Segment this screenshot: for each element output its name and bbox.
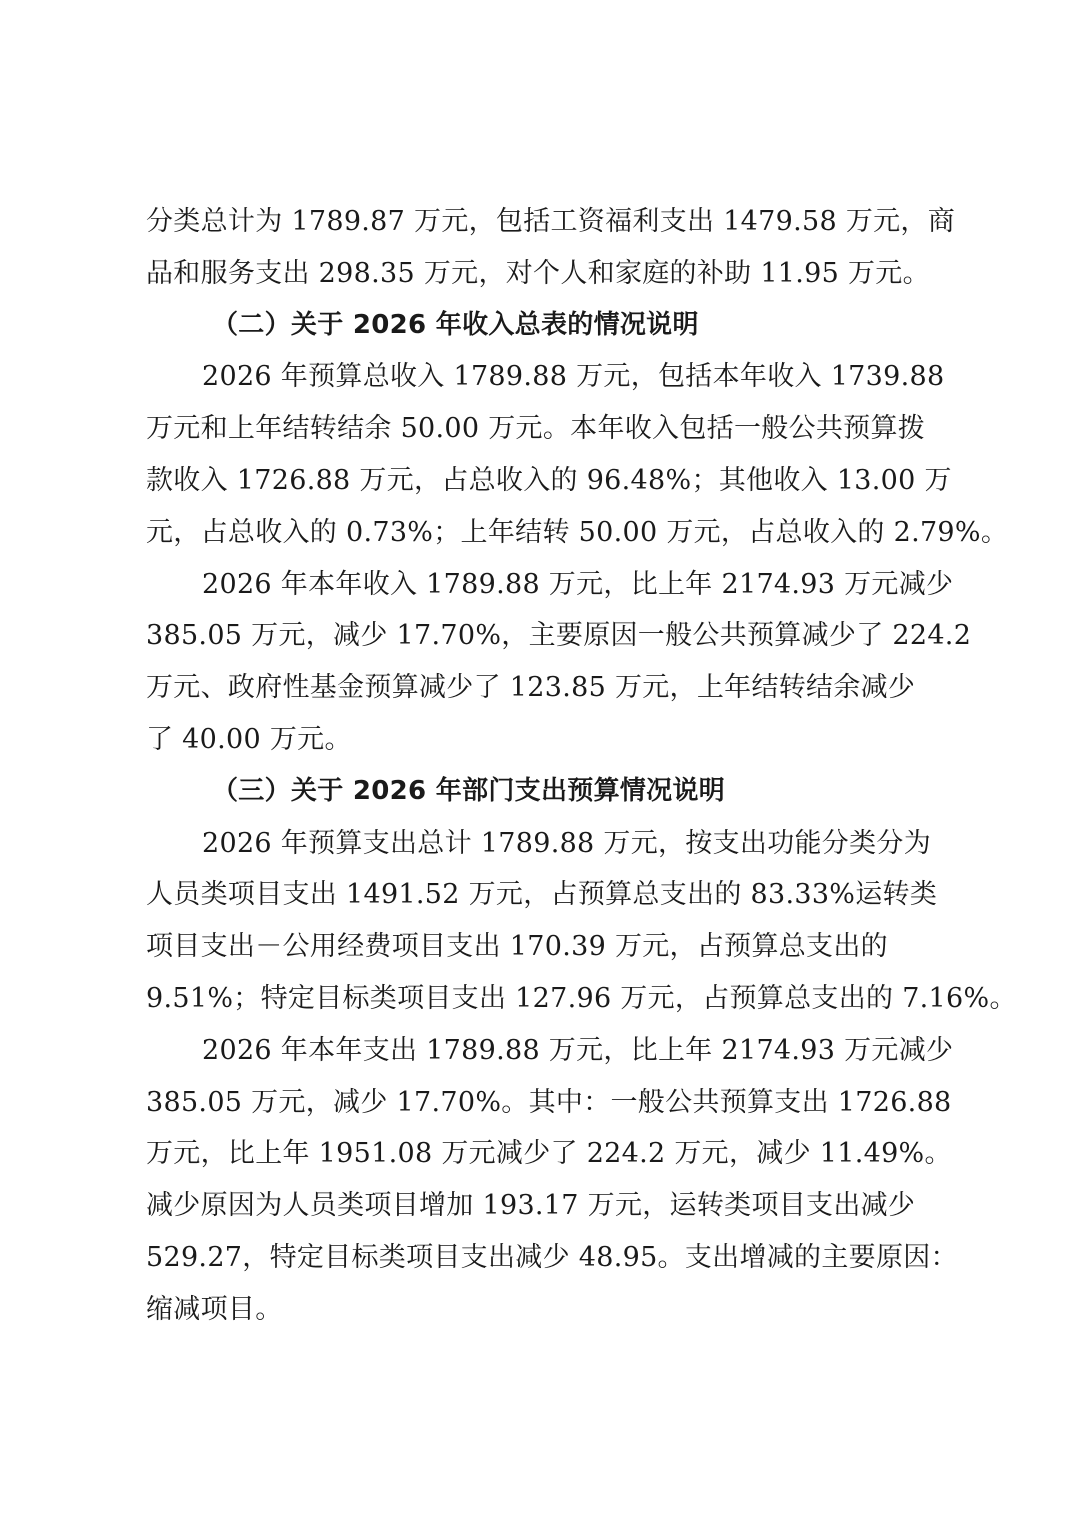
body-line: 9.51%；特定目标类项目支出 127.96 万元，占预算总支出的 7.16%。 [146, 982, 1017, 1014]
body-line: 分类总计为 1789.87 万元，包括工资福利支出 1479.58 万元，商 [146, 206, 956, 237]
section-heading-income: （二）关于 2026 年收入总表的情况说明 [212, 309, 699, 340]
body-line: 385.05 万元，减少 17.70%，主要原因一般公共预算减少了 224.2 [146, 620, 972, 652]
body-line: 人员类项目支出 1491.52 万元，占预算总支出的 83.33%运转类 [146, 879, 938, 911]
body-line: 款收入 1726.88 万元，占总收入的 96.48%；其他收入 13.00 万 [146, 464, 952, 496]
section-heading-expenditure: （三）关于 2026 年部门支出预算情况说明 [212, 775, 726, 806]
body-line: 529.27，特定目标类项目支出减少 48.95。支出增减的主要原因： [146, 1241, 958, 1273]
body-line: 品和服务支出 298.35 万元，对个人和家庭的补助 11.95 万元。 [146, 257, 930, 289]
paragraph-first-line: 2026 年预算支出总计 1789.88 万元，按支出功能分类分为 [202, 827, 932, 859]
document-body [146, 196, 1017, 1336]
body-line: 万元和上年结转结余 50.00 万元。本年收入包括一般公共预算拨 [146, 413, 926, 445]
body-line: 减少原因为人员类项目增加 193.17 万元，运转类项目支出减少 [146, 1190, 916, 1222]
body-line: 元，占总收入的 0.73%；上年结转 50.00 万元，占总收入的 2.79%。 [146, 516, 1009, 548]
body-line: 万元，比上年 1951.08 万元减少了 224.2 万元，减少 11.49%。 [146, 1138, 952, 1170]
paragraph-first-line: 2026 年本年收入 1789.88 万元，比上年 2174.93 万元减少 [202, 568, 954, 600]
paragraph-first-line: 2026 年本年支出 1789.88 万元，比上年 2174.93 万元减少 [202, 1034, 954, 1066]
body-line: 万元、政府性基金预算减少了 123.85 万元，上年结转结余减少 [146, 672, 916, 704]
body-line: 缩减项目。 [146, 1293, 283, 1325]
body-line: 385.05 万元，减少 17.70%。其中：一般公共预算支出 1726.88 [146, 1086, 952, 1118]
paragraph-first-line: 2026 年预算总收入 1789.88 万元，包括本年收入 1739.88 [202, 361, 945, 393]
body-line: 项目支出－公用经费项目支出 170.39 万元，占预算总支出的 [146, 931, 888, 963]
body-line: 了 40.00 万元。 [146, 723, 352, 755]
